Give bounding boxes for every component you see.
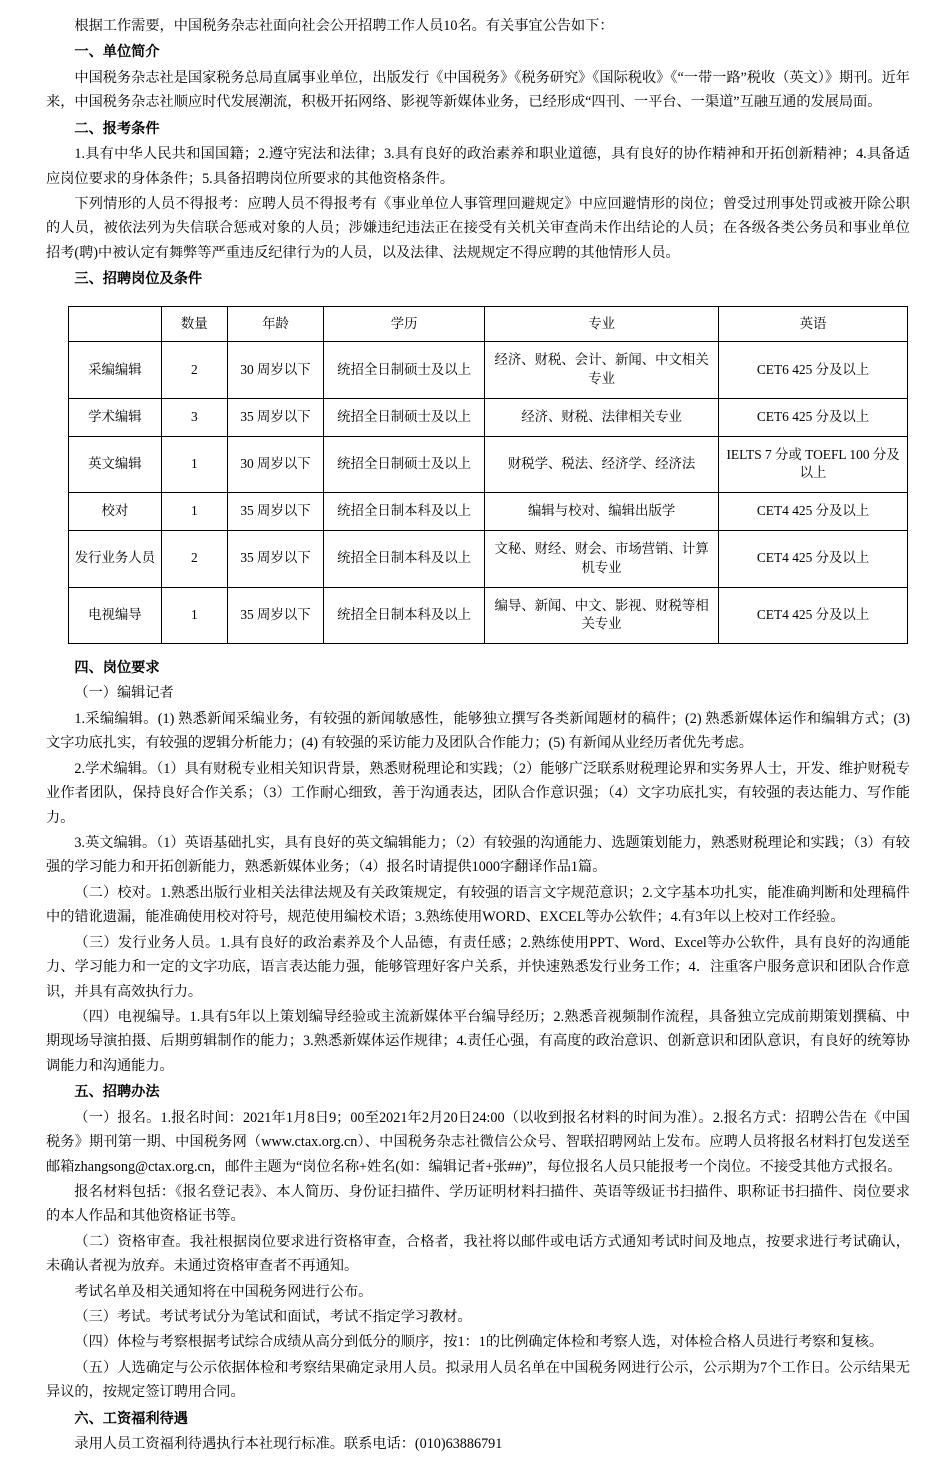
table-cell-quantity: 1 [161, 493, 227, 531]
section-1-paragraph-1: 中国税务杂志社是国家税务总局直属事业单位，出版发行《中国税务》《税务研究》《国际税收》《“一带一路”税收（英文）》期刊。近年来，中国税务杂志社顺应时代发展潮流，积极开拓网络、影视等新媒体业务，已经形成“四刊、一平台、一渠道”互融互通的发展局面。 [46, 69, 910, 111]
table-header-cell-major: 专业 [485, 306, 719, 342]
table-cell-quantity: 1 [161, 436, 227, 493]
table-cell-english: CET6 425 分及以上 [719, 398, 908, 436]
section-6-paragraph-1: 录用人员工资福利待遇执行本社现行标准。联系电话：(010)63886791 [74, 1436, 503, 1453]
table-cell-education: 统招全日制硕士及以上 [324, 398, 485, 436]
table-row [69, 587, 908, 644]
section-5-paragraph-2: 报名材料包括：《报名登记表》、本人简历、身份证扫描件、学历证明材料扫描件、英语等级证书扫描件、职称证书扫描件、岗位要求的本人作品和其他资格证书等。 [46, 1183, 910, 1225]
table-cell-major: 经济、财税、法律相关专业 [485, 398, 719, 436]
table-cell-english: CET4 425 分及以上 [719, 493, 908, 531]
table-header-cell-position [69, 306, 162, 342]
table-header-row [69, 306, 908, 342]
section-5-paragraph-5: （三）考试。考试考试分为笔试和面试，考试不指定学习教材。 [74, 1309, 472, 1326]
section-2-paragraph-1: 1.具有中华人民共和国国籍；2.遵守宪法和法律；3.具有良好的政治素养和职业道德，具有良好的协作精神和开拓创新精神；4.具备适应岗位要求的身体条件；5.具备招聘岗位所要求的其他资格条件。 [46, 146, 910, 187]
table-cell-major: 经济、财税、会计、新闻、中文相关专业 [485, 342, 719, 399]
section-heading-1: 一、单位简介 [74, 44, 160, 61]
table-cell-quantity: 3 [161, 398, 227, 436]
section-heading-5: 五、招聘办法 [74, 1084, 160, 1101]
table-cell-position: 英文编辑 [69, 436, 162, 493]
section-heading-4: 四、岗位要求 [74, 660, 160, 677]
recruitment-positions-table [68, 306, 908, 644]
table-cell-major: 财税学、税法、经济学、经济法 [485, 436, 719, 493]
document-intro: 根据工作需要，中国税务杂志社面向社会公开招聘工作人员10名。有关事宜公告如下： [74, 18, 614, 34]
table-cell-major: 文秘、财经、财会、市场营销、计算机专业 [485, 531, 719, 588]
table-cell-age: 35 周岁以下 [227, 493, 323, 531]
section-5-paragraph-7: （五）人选确定与公示依据体检和考察结果确定录用人员。拟录用人员名单在中国税务网进行公示，公示期为7个工作日。公示结果无异议的，按规定签订聘用合同。 [46, 1359, 910, 1401]
table-row [69, 398, 908, 436]
section-5-paragraph-1: （一）报名。1.报名时间：2021年1月8日9；00至2021年2月20日24:00（以收到报名材料的时间为准）。2.报名方式：招聘公告在《中国税务》期刊第一期、中国税务网（www.ctax.org.cn）、中国税务杂志社微信公众号、智联招聘网站上发布。应聘人员将报名材料打包发送至邮箱zhangsong@ctax.org.cn，邮件主题为“岗位名称+姓名(如：编辑记者+张##)”，每位报名人员只能报考一个岗位。不接受其他方式报名。 [46, 1109, 910, 1175]
table-cell-major: 编导、新闻、中文、影视、财税等相关专业 [485, 587, 719, 644]
section-heading-2: 二、报考条件 [74, 120, 160, 137]
section-heading-6: 六、工资福利待遇 [74, 1410, 188, 1427]
table-cell-major: 编辑与校对、编辑出版学 [485, 493, 719, 531]
section-4-paragraph-6: （三）发行业务人员。1.具有良好的政治素养及个人品德，有责任感；2.熟练使用PPT、Word、Excel等办公软件，具有良好的沟通能力、学习能力和一定的文字功底，语言表达能力强，能够管理好客户关系，并快速熟悉发行业务工作；4．注重客户服务意识和团队合作意识，并具有高效执行力。 [46, 934, 910, 1000]
section-4-paragraph-1: （一）编辑记者 [74, 685, 174, 702]
table-cell-english: CET6 425 分及以上 [719, 342, 908, 399]
table-row [69, 436, 908, 493]
table-cell-english: CET4 425 分及以上 [719, 587, 908, 644]
table-row [69, 531, 908, 588]
section-5-paragraph-3: （二）资格审查。我社根据岗位要求进行资格审查，合格者，我社将以邮件或电话方式通知考试时间及地点，按要求进行考试确认，未确认者视为放弃。未通过资格审查者不再通知。 [46, 1233, 910, 1275]
table-cell-position: 采编编辑 [69, 342, 162, 399]
table-cell-position: 电视编导 [69, 587, 162, 644]
table-cell-education: 统招全日制本科及以上 [324, 493, 485, 531]
section-4-paragraph-7: （四）电视编导。1.具有5年以上策划编导经验或主流新媒体平台编导经历；2.熟悉音视频制作流程，具备独立完成前期策划撰稿、中期现场导演拍摄、后期剪辑制作的能力；3.熟悉新媒体运作规律；4.责任心强，有高度的政治意识、创新意识和团队意识，有良好的统筹协调能力和沟通能力。 [46, 1008, 910, 1074]
section-4-paragraph-2: 1.采编编辑。(1) 熟悉新闻采编业务，有较强的新闻敏感性，能够独立撰写各类新闻题材的稿件；(2) 熟悉新媒体运作和编辑方式；(3) 文字功底扎实，有较强的逻辑分析能力；(4) 有较强的采访能力及团队合作能力；(5) 有新闻从业经历者优先考虑。 [46, 710, 910, 752]
section-4-paragraph-3: 2.学术编辑。（1）具有财税专业相关知识背景，熟悉财税理论和实践；（2）能够广泛联系财税理论界和实务界人士，开发、维护财税专业作者团队，保持良好合作关系；（3）工作耐心细致，善于沟通表达，团队合作意识强；（4）文字功底扎实，有较强的表达能力、写作能力。 [46, 760, 910, 826]
table-cell-age: 35 周岁以下 [227, 398, 323, 436]
table-cell-age: 30 周岁以下 [227, 342, 323, 399]
section-2-paragraph-2: 下列情形的人员不得报考：应聘人员不得报考有《事业单位人事管理回避规定》中应回避情形的岗位；曾受过刑事处罚或被开除公职的人员，被依法列为失信联合惩戒对象的人员；涉嫌违纪违法正在接受有关机关审查尚未作出结论的人员；在各级各类公务员和事业单位招考(聘)中被认定有舞弊等严重违反纪律行为的人员，以及法律、法规规定不得应聘的其他情形人员。 [46, 195, 910, 261]
table-cell-age: 35 周岁以下 [227, 531, 323, 588]
table-row [69, 493, 908, 531]
section-5-paragraph-4: 考试名单及相关通知将在中国税务网进行公布。 [74, 1283, 373, 1300]
table-cell-age: 30 周岁以下 [227, 436, 323, 493]
table-cell-english: CET4 425 分及以上 [719, 531, 908, 588]
table-cell-age: 35 周岁以下 [227, 587, 323, 644]
table-header-cell-quantity: 数量 [161, 306, 227, 342]
table-cell-education: 统招全日制本科及以上 [324, 531, 485, 588]
table-cell-position: 校对 [69, 493, 162, 531]
table-cell-english: IELTS 7 分或 TOEFL 100 分及以上 [719, 436, 908, 493]
table-cell-quantity: 2 [161, 342, 227, 399]
table-cell-education: 统招全日制硕士及以上 [324, 342, 485, 399]
section-4-paragraph-5: （二）校对。1.熟悉出版行业相关法律法规及有关政策规定，有较强的语言文字规范意识；2.文字基本功扎实，能准确判断和处理稿件中的错讹遗漏，能准确使用校对符号，规范使用编校术语；3.熟练使用WORD、EXCEL等办公软件；4.有3年以上校对工作经验。 [46, 884, 910, 926]
table-cell-quantity: 1 [161, 587, 227, 644]
table-cell-education: 统招全日制本科及以上 [324, 587, 485, 644]
section-heading-3: 三、招聘岗位及条件 [74, 271, 203, 288]
table-header-cell-english: 英语 [719, 306, 908, 342]
section-5-paragraph-6: （四）体检与考察根据考试综合成绩从高分到低分的顺序，按1：1的比例确定体检和考察人选，对体检合格人员进行考察和复核。 [74, 1334, 884, 1351]
table-cell-quantity: 2 [161, 531, 227, 588]
table-cell-position: 发行业务人员 [69, 531, 162, 588]
table-header-cell-age: 年龄 [227, 306, 323, 342]
table-row [69, 342, 908, 399]
section-4-paragraph-4: 3.英文编辑。（1）英语基础扎实，具有良好的英文编辑能力；（2）有较强的沟通能力、选题策划能力，熟悉财税理论和实践；（3）有较强的学习能力和开拓创新能力，熟悉新媒体业务；（4）报名时请提供1000字翻译作品1篇。 [46, 835, 910, 876]
table-cell-education: 统招全日制硕士及以上 [324, 436, 485, 493]
table-cell-position: 学术编辑 [69, 398, 162, 436]
table-header-cell-education: 学历 [324, 306, 485, 342]
